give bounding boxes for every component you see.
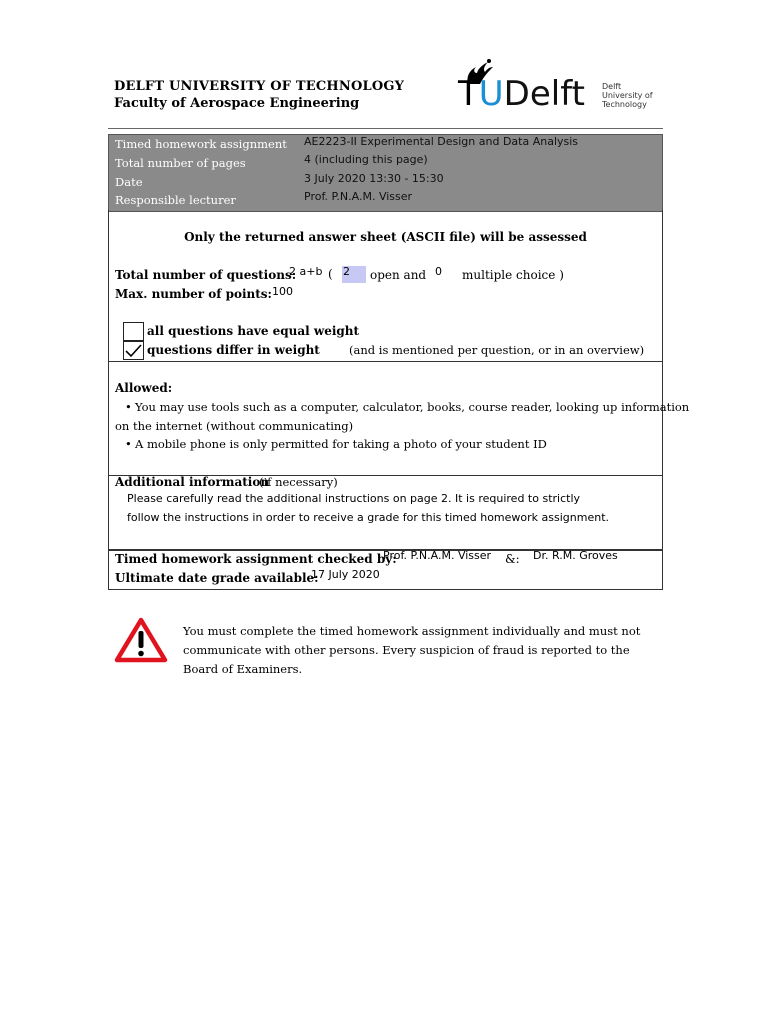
checked-by-label: Timed homework assignment checked by: [115, 552, 397, 566]
info-value-assignment: AE2223-II Experimental Design and Data Analysis [304, 135, 579, 148]
logo-wordmark [458, 76, 585, 112]
allowed-item-1-line-1: You may use tools such as a computer, calculator, books, course reader, looking up information [135, 400, 690, 414]
questions-label: Total number of questions: [115, 268, 297, 282]
checker-1: Prof. P.N.A.M. Visser [383, 549, 492, 562]
open-label: open and [370, 268, 427, 282]
paren-open: ( [328, 267, 333, 281]
fraud-warning-text: You must complete the timed homework assignment individually and must not communicate with other persons. Every suspicion of fraud is reported to the Board of Examiners. [183, 624, 641, 676]
allowed-title: Allowed: [115, 381, 173, 395]
grade-date-label: Ultimate date grade available: [115, 571, 319, 585]
mc-label: multiple choice ) [462, 268, 564, 282]
checkmark-icon [124, 342, 143, 359]
info-label-pages: Total number of pages [115, 156, 246, 170]
allowed-item-1-line-2: on the internet (without communicating) [115, 419, 354, 433]
warning-icon [114, 617, 168, 663]
questions-value: 2 a+b [289, 265, 323, 278]
checker-2: Dr. R.M. Groves [533, 549, 618, 562]
assessment-section [108, 210, 663, 362]
logo-subtitle: Delft University of Technology [602, 82, 653, 109]
tudelft-logo [458, 58, 658, 114]
info-label-date: Date [115, 175, 143, 189]
allowed-item-2: A mobile phone is only permitted for taking a photo of your student ID [135, 437, 547, 451]
differ-weight-note: (and is mentioned per question, or in an overview) [349, 343, 645, 357]
info-value-lecturer: Prof. P.N.A.M. Visser [304, 190, 413, 203]
points-label: Max. number of points: [115, 287, 272, 301]
additional-title: Additional information [115, 475, 270, 489]
assessment-title: Only the returned answer sheet (ASCII file) will be assessed [184, 230, 587, 244]
equal-weight-checkbox[interactable] [123, 322, 144, 341]
open-questions-value: 2 [343, 265, 350, 278]
header-rule [108, 128, 663, 129]
differ-weight-label: questions differ in weight [147, 343, 320, 357]
logo-u: U [478, 74, 504, 114]
assignment-info-box [108, 134, 663, 212]
info-value-pages: 4 (including this page) [304, 153, 428, 166]
university-name: DELFT UNIVERSITY OF TECHNOLOGY [114, 79, 405, 94]
allowed-section [108, 362, 690, 476]
additional-info-section [108, 476, 663, 550]
equal-weight-label: all questions have equal weight [147, 324, 360, 338]
mc-questions-value[interactable]: 0 [435, 265, 442, 278]
logo-delft: Delft [503, 74, 585, 114]
logo-t: T [458, 74, 479, 114]
faculty-name: Faculty of Aerospace Engineering [114, 96, 360, 111]
allowed-bullet-1: • [125, 400, 132, 414]
additional-line-1: Please carefully read the additional instructions on page 2. It is required to strictly [127, 492, 581, 505]
checked-by-section [108, 550, 663, 590]
additional-note: (if necessary) [259, 475, 338, 489]
allowed-bullet-2: • [125, 437, 132, 451]
additional-line-2: follow the instructions in order to receive a grade for this timed homework assignment. [127, 511, 610, 524]
info-value-date: 3 July 2020 13:30 - 15:30 [304, 172, 444, 185]
info-label-assignment: Timed homework assignment [115, 137, 287, 151]
checker-amp: &: [505, 552, 520, 566]
differ-weight-checkbox[interactable] [123, 341, 144, 360]
info-label-lecturer: Responsible lecturer [115, 193, 236, 207]
grade-date-value: 17 July 2020 [311, 568, 380, 581]
points-value[interactable]: 100 [272, 285, 293, 298]
